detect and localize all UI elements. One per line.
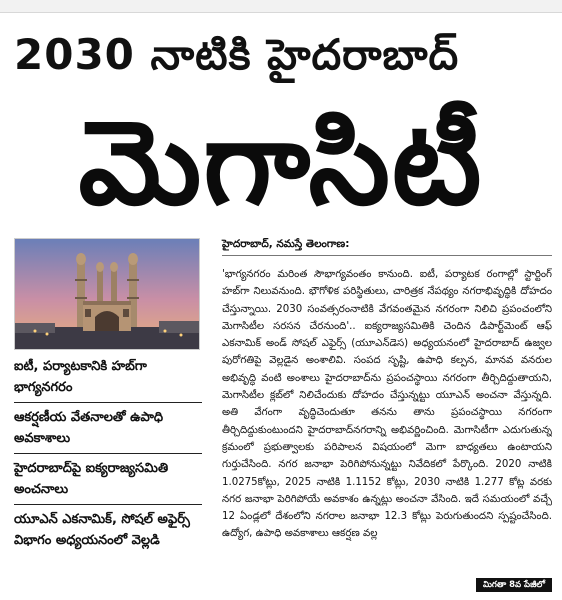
highlight-item: హైదరాబాద్‌పై ఐక్యరాజ్యసమితి అంచనాలు xyxy=(14,454,202,505)
highlight-item: ఆకర్షణీయ వేతనాలతో ఉపాధి అవకాశాలు xyxy=(14,403,202,454)
sidebar-highlights xyxy=(14,352,202,555)
highlight-item: యూఎన్ ఎకనామిక్, సోషల్ అఫైర్స్ విభాగం అధ్యయనంలో వెల్లడి xyxy=(14,512,190,548)
article-body: 'భాగ్యనగరం మరింత సౌభాగ్యవంతం కానుంది. ఐటీ, పర్యాటక రంగాల్లో స్టార్టింగ్ హబ్‌గా నిలువనుంది. భౌగోళిక పరిస్థితులు, చారిత్రక నేపథ్యం నగరాభివృద్ధికి దోహదం చేస్తున్నాయి. 2030 సంవత్సరంనాటికి వేగవంతమైన నగరంగా నిలిచి ప్రపంచంలోని మెగాసిటీల సరసన చేరనుంది'.. ఐక్యరాజ్యసమితికి చెందిన డిపార్ట్‌మెంట్ ఆఫ్ ఎకనామిక్ అండ్ సోషల్ ఎఫైర్స్ (యూఎన్‌డెస) అధ్యయనంలో హైదరాబాద్ ఉజ్వల పురోగతిపై వెల్లడైన అంశాలివి. సంపద సృష్టి, ఉపాధి కల్పన, మానవ వనరుల అభివృద్ధి వంటి అంశాలు హైదరాబాద్‌ను ప్రపంచస్థాయి నగరంగా తీర్చిదిద్దుతాయని, మెగాసిటీల క్లబ్‌లో నిలిచేందుకు దోహదం చేస్తున్నట్టు యూఎన్ అంచనా వేస్తున్నది. అతి వేగంగా వృద్ధిచెందుతూ తనను తాను ప్రపంచస్థాయి నగరంగా తీర్చిదిద్దుకుంటుందని హైదరాబాద్‌నగరాన్ని అభివర్ణించింది. మెగాసిటీగా ఎదుగుతున్న క్రమంలో ప్రభుత్వాలకు పరిపాలన విషయంలో మెగా బాధ్యతలు ఉంటాయని గుర్తుచేసింది. నగర జనాభా పెరిగిపోనున్నట్టు నివేదికలో పేర్కొంది. 2020 నాటికి 1.0275కోట్లు, 2025 నాటికి 1.1152 కోట్లు, 2030 నాటికి 1.277 కోట్ల వరకు నగర జనాభా పెరిగిపోయే అవకాశం ఉన్నట్లు అంచనా వేసింది. ఇదే సమయంలో వచ్చే 12 ఏండ్లలో దేశంలోని నగరాల జనాభా 12.3 కోట్లు పెరుగుతుందని స్పష్టంచేసింది. ఉద్యోగ, ఉపాధి అవకాశాలు ఆకర్షణ వల్ల xyxy=(222,269,552,540)
headline-line-2: మెగాసిటీ xyxy=(78,96,484,231)
charminar-photo xyxy=(14,238,200,350)
headline-line-1: 2030 నాటికి హైదరాబాద్ xyxy=(14,30,460,79)
article-byline: హైదరాబాద్, నమస్తే తెలంగాణ: xyxy=(222,238,552,256)
page-top-strip xyxy=(0,0,562,13)
highlight-item: ఐటీ, పర్యాటకానికి హబ్‌గా భాగ్యనగరం xyxy=(14,352,202,403)
continued-on-page-tag: మిగతా 8వ పేజీలో xyxy=(476,578,552,592)
charminar-illustration xyxy=(15,239,199,349)
